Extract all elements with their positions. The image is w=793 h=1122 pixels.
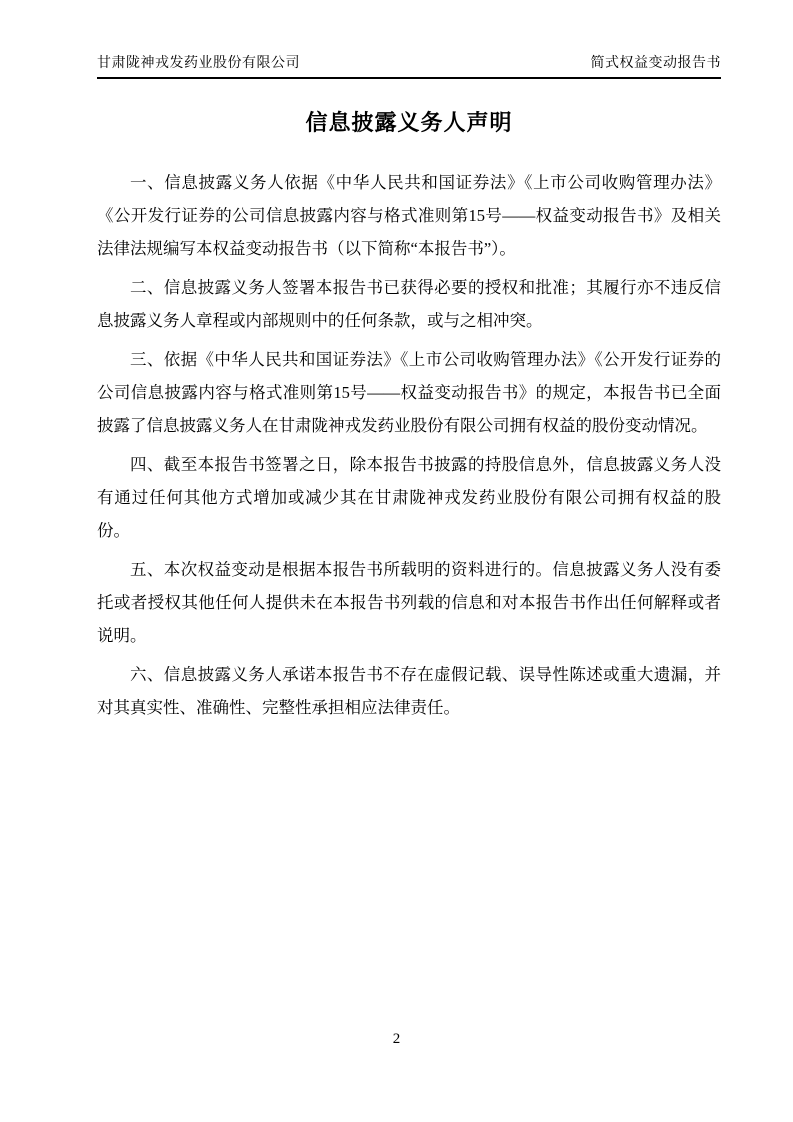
declaration-paragraph-6: 六、信息披露义务人承诺本报告书不存在虚假记载、误导性陈述或重大遗漏，并对其真实性、准确性、完整性承担相应法律责任。 bbox=[97, 665, 721, 717]
page-content bbox=[97, 52, 721, 730]
page-number: 2 bbox=[392, 1031, 401, 1047]
declaration-paragraph-5: 五、本次权益变动是根据本报告书所载明的资料进行的。信息披露义务人没有委托或者授权其他任何人提供未在本报告书列载的信息和对本报告书作出任何解释或者说明。 bbox=[97, 560, 721, 645]
page-footer bbox=[0, 1031, 793, 1048]
header-doc-type: 简式权益变动报告书 bbox=[590, 56, 721, 71]
declaration-paragraph-1: 一、信息披露义务人依据《中华人民共和国证券法》《上市公司收购管理办法》《公开发行证券的公司信息披露内容与格式准则第15号——权益变动报告书》及相关法律法规编写本权益变动报告书（以下简称“本报告书”）。 bbox=[97, 173, 721, 258]
document-body bbox=[97, 166, 721, 724]
header-company-name: 甘肃陇神戎发药业股份有限公司 bbox=[97, 56, 300, 71]
declaration-paragraph-4: 四、截至本报告书签署之日，除本报告书披露的持股信息外，信息披露义务人没有通过任何其他方式增加或减少其在甘肃陇神戎发药业股份有限公司拥有权益的股份。 bbox=[97, 455, 721, 540]
page-header bbox=[97, 52, 721, 79]
declaration-paragraph-2: 二、信息披露义务人签署本报告书已获得必要的授权和批准；其履行亦不违反信息披露义务人章程或内部规则中的任何条款，或与之相冲突。 bbox=[97, 278, 721, 330]
declaration-paragraph-3: 三、依据《中华人民共和国证券法》《上市公司收购管理办法》《公开发行证券的公司信息披露内容与格式准则第15号——权益变动报告书》的规定，本报告书已全面披露了信息披露义务人在甘肃陇神戎发药业股份有限公司拥有权益的股份变动情况。 bbox=[97, 350, 721, 435]
section-title: 信息披露义务人声明 bbox=[305, 110, 513, 135]
